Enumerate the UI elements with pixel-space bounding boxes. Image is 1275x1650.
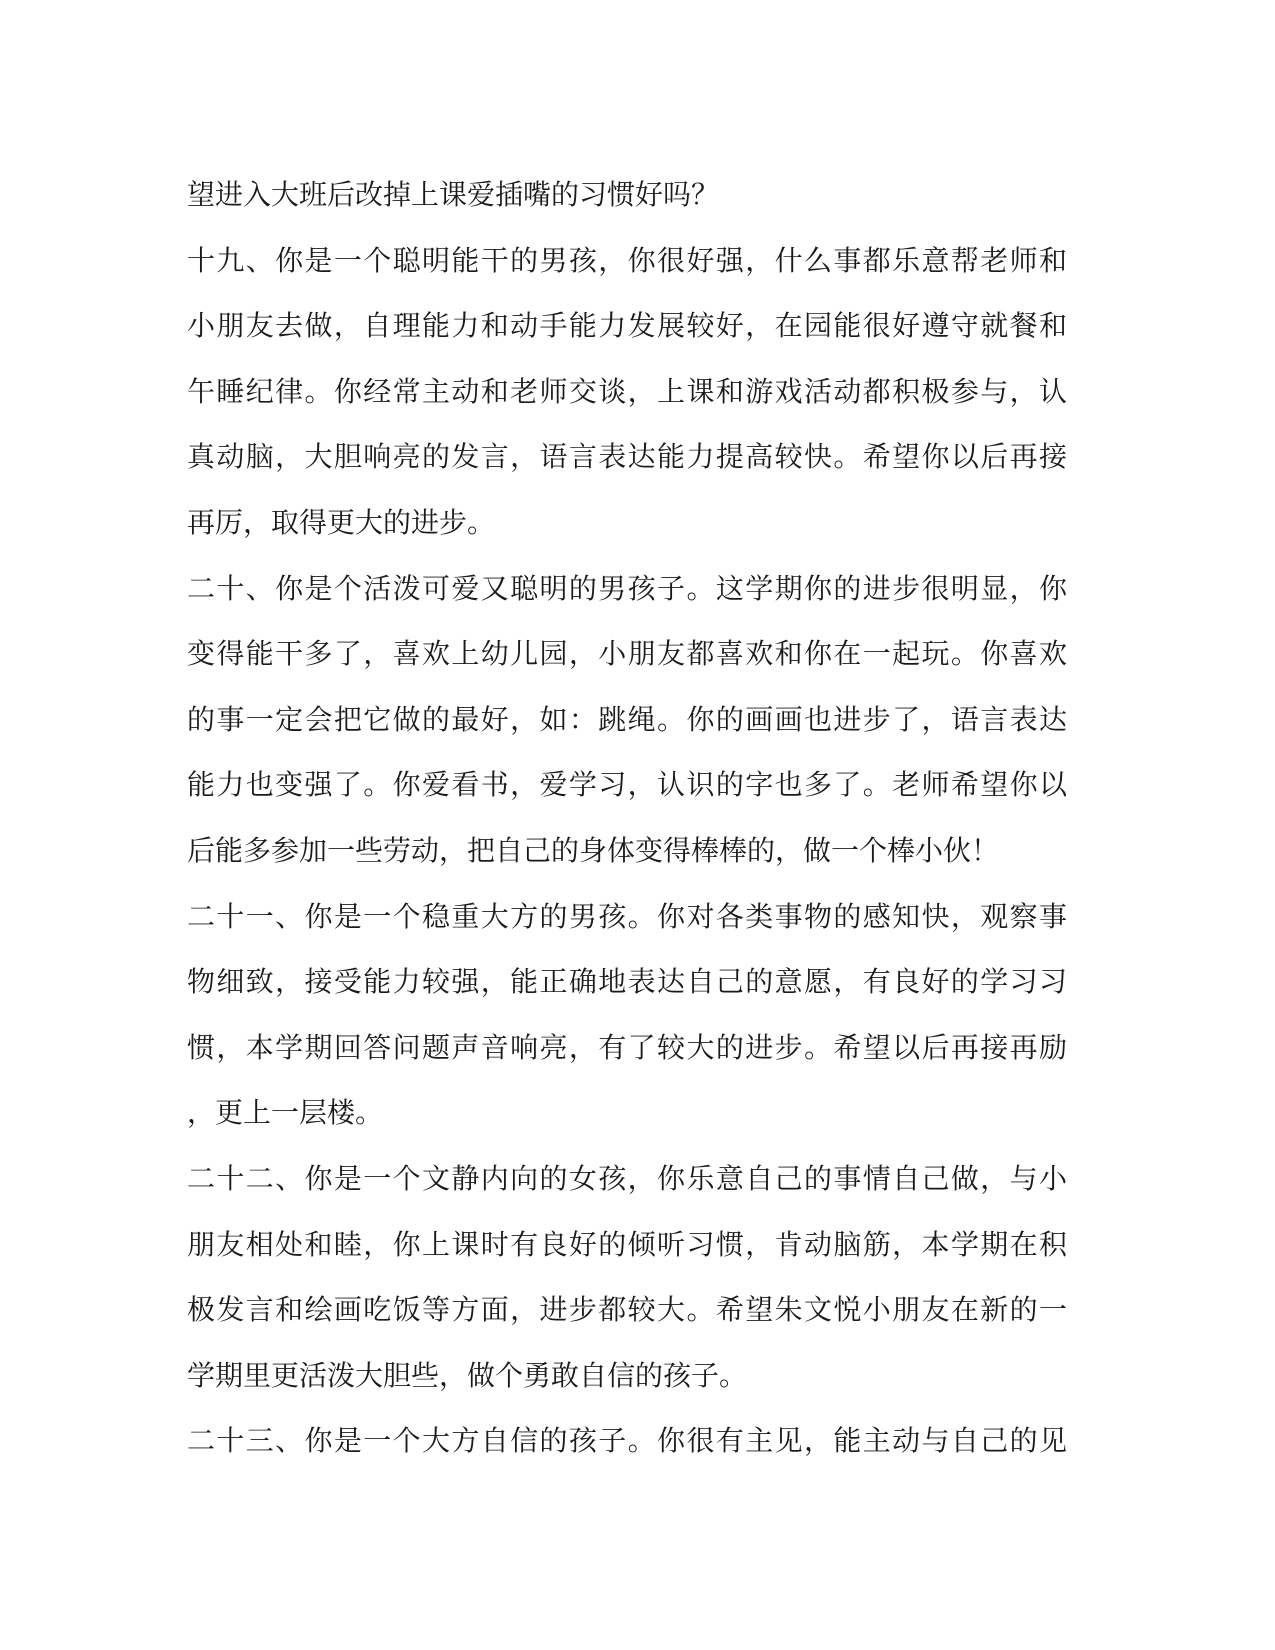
document-body — [187, 162, 1067, 1474]
text-line: 十九、你是一个聪明能干的男孩，你很好强，什么事都乐意帮老师和 — [187, 243, 1067, 277]
text-line: 真动脑，大胆响亮的发言，语言表达能力提高较快。希望你以后再接 — [187, 440, 1067, 474]
text-line: 再厉，取得更大的进步。 — [187, 505, 496, 539]
text-line: 望进入大班后改掉上课爱插嘴的习惯好吗？ — [187, 178, 720, 211]
text-line: 的事一定会把它做的最好，如：跳绳。你的画画也进步了，语言表达 — [187, 702, 1067, 736]
text-line: 惯，本学期回答问题声音响亮，有了较大的进步。希望以后再接再励 — [187, 1030, 1067, 1064]
text-line: 能力也变强了。你爱看书，爱学习，认识的字也多了。老师希望你以 — [187, 768, 1067, 802]
text-line: 二十三、你是一个大方自信的孩子。你很有主见，能主动与自己的见 — [187, 1424, 1067, 1458]
text-line: 朋友相处和睦，你上课时有良好的倾听习惯，肯动脑筋，本学期在积 — [187, 1227, 1067, 1261]
text-line: 二十一、你是一个稳重大方的男孩。你对各类事物的感知快，观察事 — [187, 899, 1067, 933]
text-line: 小朋友去做，自理能力和动手能力发展较好，在园能很好遵守就餐和 — [187, 309, 1067, 343]
text-line: 变得能干多了，喜欢上幼儿园，小朋友都喜欢和你在一起玩。你喜欢 — [187, 637, 1067, 671]
text-line: 二十二、你是一个文静内向的女孩，你乐意自己的事情自己做，与小 — [187, 1161, 1067, 1195]
text-line: 后能多参加一些劳动，把自己的身体变得棒棒的，做一个棒小伙！ — [187, 833, 1000, 867]
text-line: ，更上一层楼。 — [187, 1096, 384, 1130]
text-line: 物细致，接受能力较强，能正确地表达自己的意愿，有良好的学习习 — [187, 965, 1067, 999]
text-line: 二十、你是个活泼可爱又聪明的男孩子。这学期你的进步很明显，你 — [187, 571, 1067, 605]
text-line: 学期里更活泼大胆些，做个勇敢自信的孩子。 — [187, 1358, 748, 1392]
text-line: 极发言和绘画吃饭等方面，进步都较大。希望朱文悦小朋友在新的一 — [187, 1293, 1067, 1327]
text-line: 午睡纪律。你经常主动和老师交谈，上课和游戏活动都积极参与，认 — [187, 374, 1067, 408]
